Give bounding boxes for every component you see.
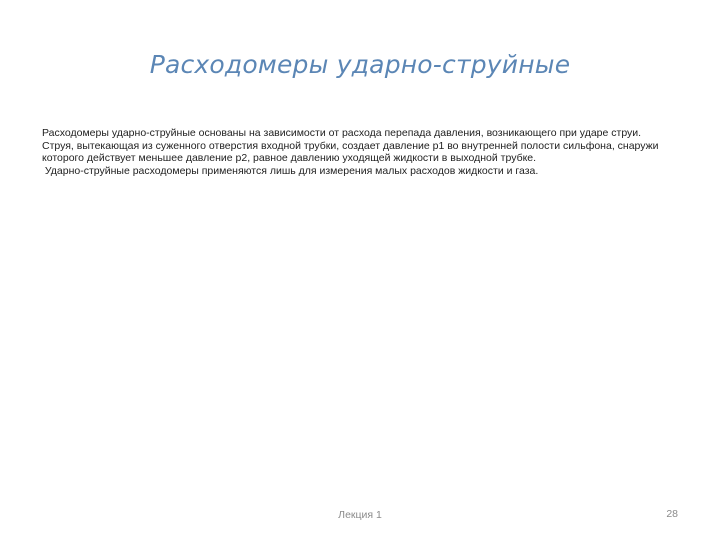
slide-body [42,127,682,177]
footer-page-number: 28 [666,508,678,520]
body-paragraph-jet-description: Струя, вытекающая из суженного отверстия входной трубки, создает давление p1 во внутренней полости сильфона, снаружи которого действует меньшее давление p2, равное давлению уходящей жидкости в выходной трубке. [42,139,659,165]
body-paragraph-application: Ударно-струйные расходомеры применяются лишь для измерения малых расходов жидкости и газа. [42,164,539,177]
slide-title: Расходомеры ударно-струйные [149,50,571,79]
footer-lecture-label: Лекция 1 [338,509,382,521]
body-paragraph-principle: Расходомеры ударно-струйные основаны на зависимости от расхода перепада давления, возникающего при ударе струи. [42,127,642,139]
